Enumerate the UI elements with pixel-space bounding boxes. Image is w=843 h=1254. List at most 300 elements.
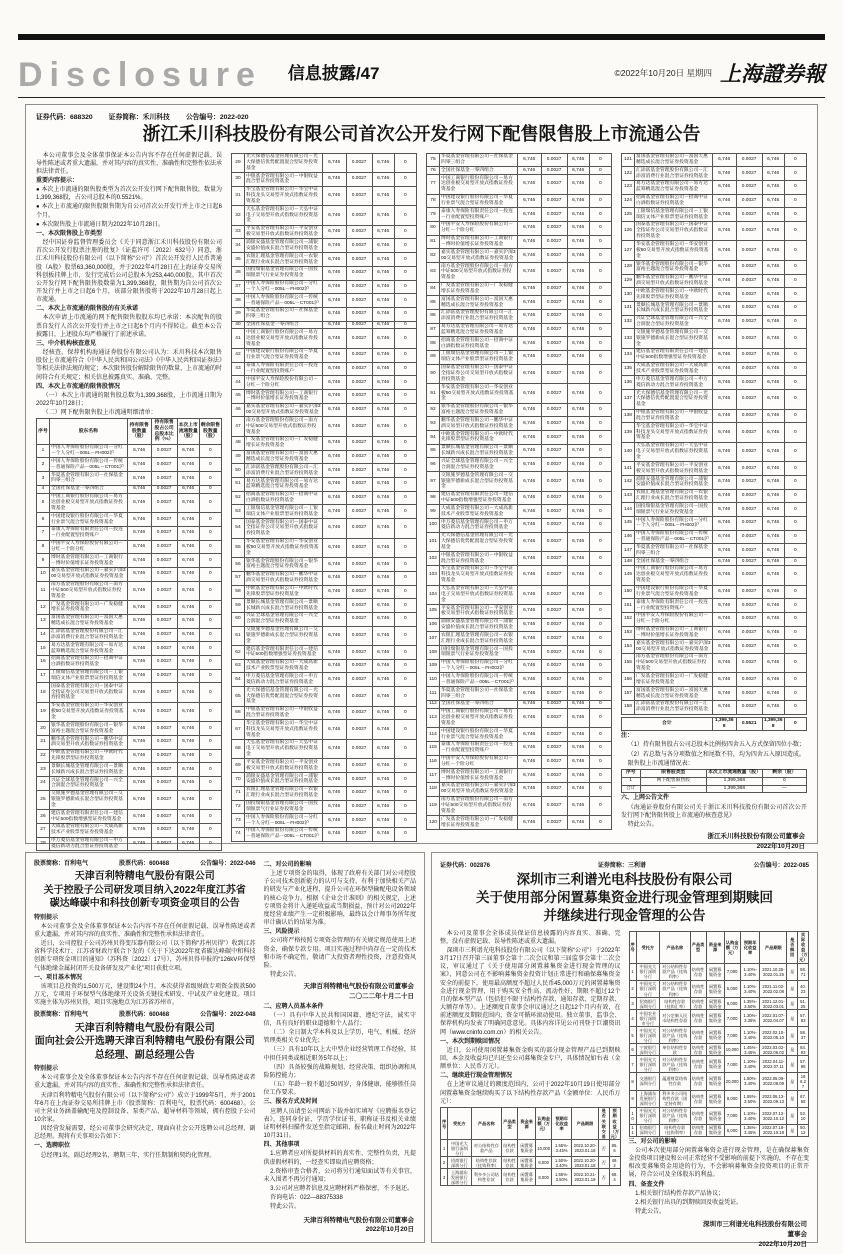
summary-table — [621, 769, 807, 794]
table-header-row: 序号 受托方 产品名称 产品类型 资金来源 认购金额（万元） 预期年化收益率 产品期限 是否赎回 实际收益（万元） — [630, 932, 808, 963]
shareholder-table-part-2 — [231, 152, 417, 840]
table-row: 6 宁波银行深圳分行 单位结构性存款 结构性存款 闲置募集资金 10,000 1.45%-3.45% 2022.03.02-2022.06.02 是 84.93 — [629, 1044, 809, 1056]
signature-company: 深圳市三利谱光电科技股份有限公司 — [703, 1221, 807, 1229]
table-row: 34 浦银安盛基金管理有限公司－浦银安盛价值成长混合型证券投资基金 6,746 0.0027 6,746 0 — [232, 239, 417, 253]
table-row: 18 国泰基金管理有限公司－国泰中证全指证券公司交易型开放式指数证券投资基金 6,746 0.0027 6,746 0 — [37, 683, 222, 703]
table-row: 25 交银施罗德基金管理有限公司－交银施罗德新成长混合型证券投资基金 6,746 0.0027 6,746 0 — [37, 790, 222, 810]
text-line: 公司本次使用部分闲置募集资金进行现金管理，是在确保募集资金投资项目建设和公司正常经营不受影响的前提下实施的，不存在变相改变募集资金用途的行为，不会影响募集资金投资项目的正常开展，符合公司及全体股东的利益。 — [628, 1147, 809, 1179]
redeemed-products-table — [629, 931, 810, 1137]
table-row: 131 景顺长城基金管理有限公司－景顺长城新兴成长混合型证券投资基金 6,746 0.0027 6,746 0 — [622, 302, 807, 316]
table-row: 122 汇添富基金管理股份有限公司－汇添富消费行业混合型证券投资基金 6,746 0.0027 6,746 0 — [622, 167, 807, 181]
table-row: 47 南方基金管理股份有限公司－南方中证500交易型开放式指数证券投资基金 6,746 0.0027 6,746 0 — [232, 417, 417, 437]
text-line: （二）全日制大学本科及以上学历，电气、机械、经济管理类相关专业优先； — [263, 1030, 416, 1045]
text-line: 二、本次上市流通的限售股的有关承诺 — [36, 306, 139, 313]
text-line: 1.应聘者应对所提供材料的真实性、完整性负责，凡提供虚假材料的，一经查实即取消应聘资格； — [263, 1151, 416, 1166]
table-row: 136 申万菱信基金管理有限公司－申万菱信新动力混合型证券投资基金 6,746 0.0027 6,746 0 — [622, 376, 807, 390]
table-row: 120 广发基金管理有限公司－广发稳健增长证券投资基金 6,746 0.0027 6,746 0 — [427, 816, 612, 830]
text-line: 证券简称：三利谱 — [597, 863, 646, 869]
table-row: 44 中国平安人寿保险股份有限公司－分红－个险分红 6,746 0.0027 6,746 0 — [232, 376, 417, 390]
table-row: 60 兴证全球基金管理有限公司－兴全合润混合型证券投资基金 6,746 0.0027 6,746 0 — [232, 612, 417, 626]
text-line: 本公司及董事会全体成员保证信息披露的内容真实、准确、完整，没有虚假记载、误导性陈述或重大遗漏。 — [440, 930, 621, 945]
text-line: 特别提示 — [34, 914, 59, 921]
table-header-row: 序号 股东名称 持有限售股数量（股） 持有限售股占公司总股本比例（%） 本次上市流通数量（股） 剩余限售股数量（股） — [38, 419, 220, 443]
table-row: 157 富国基金管理有限公司－富国天惠精选成长混合型证券投资基金 6,746 0.0027 6,746 0 — [622, 687, 807, 701]
data-table — [426, 153, 612, 830]
table-row: 63 大成基金管理有限公司－大成高新技术产业股票型证券投资基金 6,746 0.0027 6,746 0 — [232, 659, 417, 673]
table-row: 118 嘉实基金管理有限公司－嘉实沪深300交易型开放式指数证券投资基金 6,746 0.0027 6,746 0 — [427, 782, 612, 796]
table-row: 152 中国平安人寿保险股份有限公司－分红－个险分红 6,746 0.0027 6,746 0 — [622, 612, 807, 626]
data-table — [621, 153, 807, 715]
text-line: （2）若总数与各分项数值之和尾数不符，均为四舍五入原因造成。 — [627, 751, 805, 758]
signature-block — [621, 832, 805, 852]
table-row: 56 银华基金管理股份有限公司－银华富裕主题混合型证券投资基金 6,746 0.0027 6,746 0 — [232, 558, 417, 572]
text-line: 近日，公司使用闲置募集资金购买的部分现金管理产品已到期赎回，本金及收益均已归还至公司募集资金专户，具体情况如右表（金额单位：人民币万元）。 — [440, 1047, 621, 1071]
table-row: 96 兴证全球基金管理有限公司－兴全合润混合型证券投资基金 6,746 0.0027 6,746 0 — [427, 458, 612, 472]
text-line: 特别提示 — [34, 1066, 59, 1073]
table-row: 51 易方达基金管理有限公司－易方达蓝筹精选混合型证券投资基金 6,746 0.0027 6,746 0 — [232, 478, 417, 492]
table-row: 144 国投瑞银基金管理有限公司－国投瑞银景气行业证券投资基金 6,746 0.0027 6,746 0 — [622, 503, 807, 517]
table-row: 103 华宝基金管理有限公司－华宝中证科技龙头交易型开放式指数证券投资基金 6,746 0.0027 6,746 0 — [427, 565, 612, 585]
data-table — [629, 931, 810, 1137]
masthead-brand: Disclosure — [18, 56, 262, 94]
table-row: 64 申万菱信基金管理有限公司－申万菱信新动力混合型证券投资基金 6,746 0.0027 6,746 0 — [232, 673, 417, 687]
announcement-body — [440, 930, 621, 1106]
total-row-table — [621, 717, 807, 732]
announcement-body — [34, 1065, 256, 1160]
table-row: 57 鹏华基金管理有限公司－鹏华中证酒交易型开放式指数证券投资基金 6,746 0.0027 6,746 0 — [232, 571, 417, 585]
data-table — [621, 769, 807, 794]
table-row: 101 光大保德信基金管理有限公司－光大保德信优势配置混合型证券投资基金 6,746 0.0027 6,746 0 — [427, 532, 612, 552]
text-line: 四、本次上市流通的限售股情况 — [36, 383, 121, 390]
table-row: 5 中国工商银行股份有限公司－易方达创业板交易型开放式指数证券投资基金 6,746 0.0027 6,746 0 — [37, 493, 222, 513]
text-line: 并继续进行现金管理的公告 — [543, 908, 706, 924]
table-row: 2 中国光大银行深圳分行 对公结构性存款产品（挂钩利率） 结构性存款 闲置募集资金 5,000 1.10%-3.40% 2021.11.02-2022.02.08 是 40.23 — [629, 980, 809, 997]
text-line: （三）具有10年以上大中型企业经营管理工作经验，其中担任同类或相近职务5年以上； — [263, 1047, 416, 1062]
table-row: 1 网下配售限售股 1,399,368 0 — [622, 777, 807, 785]
closing-lines — [621, 794, 807, 829]
announcement-body — [34, 914, 256, 1008]
signature-date: 2022年10月20日 — [365, 1226, 414, 1234]
table-header-row: 序号 限售股类型 本次上市流通数量（股） 剩余（股） — [622, 769, 807, 777]
text-line: 三、中介机构核查意见 — [36, 340, 97, 347]
text-line: 一、本次到期赎回情况 — [440, 1038, 501, 1045]
table-row: 108 国投瑞银基金管理有限公司－国投瑞银景气行业证券投资基金 6,746 0.0027 6,746 0 — [427, 646, 612, 660]
text-line: 总经理、副总经理公告 — [94, 1049, 195, 1061]
right-column-flow — [629, 930, 810, 1218]
table-row: 100 申万菱信基金管理有限公司－申万菱信新动力混合型证券投资基金 6,746 0.0027 6,746 0 — [427, 519, 612, 533]
table-row: 31 华宝基金管理有限公司－华宝中证科技龙头交易型开放式指数证券投资基金 6,746 0.0027 6,746 0 — [232, 186, 417, 206]
masthead-date: ©2022年10月20日 星期四 — [614, 68, 712, 78]
table-row: 24 兴证全球基金管理有限公司－兴全合润混合型证券投资基金 6,746 0.0027 6,746 0 — [37, 777, 222, 791]
text-line: 公告编号：2022-046 — [200, 861, 256, 867]
text-line: 注： — [621, 733, 634, 740]
table-row: 97 交银施罗德基金管理有限公司－交银施罗德新成长混合型证券投资基金 6,746 0.0027 6,746 0 — [427, 472, 612, 492]
text-line: ● 本次上市流通的限售股限售期为自公司首次公开发行并上市之日起6个月。 — [36, 204, 222, 219]
table-row: 33 平安基金管理有限公司－平安创业板交易型开放式指数证券投资基金 6,746 0.0027 6,746 0 — [232, 225, 417, 239]
right-column-flow — [264, 860, 416, 1213]
text-line: 本次申请上市流通的网下配售限售股股东均已承诺：本次配售的股票自发行人首次公开发行并上市之日起6个月内不得转让。截至本公告披露日，上述股东均严格履行了前述承诺。 — [36, 315, 222, 338]
text-line: 特此公告。 — [270, 1204, 301, 1211]
text-line: 三、报名方式及时间 — [263, 1099, 318, 1106]
table-row: 93 鹏华基金管理有限公司－鹏华中证酒交易型开放式指数证券投资基金 6,746 0.0027 6,746 0 — [427, 417, 612, 431]
table-row: 72 国投瑞银基金管理有限公司－国投瑞银景气行业证券投资基金 6,746 0.0027 6,746 0 — [232, 800, 417, 814]
table-row: 113 中国工商银行股份有限公司－易方达创业板交易型开放式指数证券投资基金 6,746 0.0027 6,746 0 — [427, 708, 612, 728]
text-line: 关于使用部分闲置募集资金进行现金管理到期赎回 — [476, 890, 773, 906]
table-row: 3 华夏基金管理有限公司－社保基金四零三组合 6,746 0.0027 6,746 0 — [37, 472, 222, 486]
table-row: 110 中国人寿保险股份有限公司－传统－普通保险产品－005L－CT001沪 6,746 0.0027 6,746 0 — [427, 673, 612, 687]
table-row: 9 博时基金管理有限公司－工商银行－博时价值增长证券投资基金 6,746 0.0027 6,746 0 — [37, 554, 222, 568]
table-row: 42 中国建设银行股份有限公司－华夏行业景气混合型证券投资基金 6,746 0.0027 6,746 0 — [232, 348, 417, 362]
table-row: 15 易方达基金管理有限公司－易方达蓝筹精选混合型证券投资基金 6,746 0.0027 6,746 0 — [37, 642, 222, 656]
table-row: 130 中欧基金管理有限公司－中欧时代先锋股票型证券投资基金 6,746 0.0027 6,746 0 — [622, 288, 807, 302]
announcement-body — [264, 861, 416, 979]
table-row: 55 华安基金管理有限公司－华安创业板50交易型开放式指数证券投资基金 6,746 0.0027 6,746 0 — [232, 538, 417, 558]
table-header-row: 序号 受托方 产品名称 产品类型 资金来源 认购金额（万元） 预期年化收益率 产品期限 是否关联交易 预期收益（万元） — [442, 1108, 620, 1139]
text-line: 限售股上市流通情况表： — [627, 760, 694, 767]
text-line: 四、其他事项 — [263, 1142, 300, 1149]
table-row: 8 中国平安人寿保险股份有限公司－分红－个险分红 6,746 0.0027 6,746 0 — [37, 540, 222, 554]
text-line: 证券代码：002876 — [440, 863, 491, 869]
table-row: 80 中国平安人寿保险股份有限公司－分红－个险分红 6,746 0.0027 6,746 0 — [427, 221, 612, 235]
table-row: 98 建信基金管理有限责任公司－建信中证500指数增强型证券投资基金 6,746 0.0027 6,746 0 — [427, 491, 612, 505]
table-row: 43 泰康人寿保险有限责任公司－投连－行业配置型投资账户 6,746 0.0027 6,746 0 — [232, 362, 417, 376]
table-row: 137 光大保德信基金管理有限公司－光大保德信优势配置混合型证券投资基金 6,746 0.0027 6,746 0 — [622, 390, 807, 410]
table-row: 69 平安基金管理有限公司－平安创业板交易型开放式指数证券投资基金 6,746 0.0027 6,746 0 — [232, 759, 417, 773]
text-line: 咨询电话：022—88375338 — [270, 1195, 343, 1202]
table-row: 75 华夏基金管理有限公司－社保基金四零三组合 6,746 0.0027 6,746 0 — [427, 153, 612, 167]
right-column — [264, 860, 416, 1235]
table-row: 85 富国基金管理有限公司－富国天惠精选成长混合型证券投资基金 6,746 0.0027 6,746 0 — [427, 296, 612, 310]
text-line: 六、上网公告文件 — [621, 795, 670, 802]
table-row: 156 广发基金管理有限公司－广发稳健增长证券投资基金 6,746 0.0027 6,746 0 — [622, 673, 807, 687]
table-row: 40 全国社保基金一零四组合 6,746 0.0027 6,746 0 — [232, 321, 417, 329]
shareholder-table-part-1 — [36, 418, 222, 851]
text-line: 四、备查文件 — [628, 1181, 665, 1188]
table-row: 45 博时基金管理有限公司－工商银行－博时价值增长证券投资基金 6,746 0.0027 6,746 0 — [232, 390, 417, 404]
securities-meta — [36, 111, 807, 121]
securities-meta — [34, 1011, 256, 1019]
table-row: 30 中银基金管理有限公司－中银收益混合型证券投资基金 6,746 0.0027 6,746 0 — [232, 173, 417, 187]
table-row: 8 交通银行深圳分行 蕴通财富结构性存款 结构性存款 闲置募集资金 20,000 1.50%-3.40% 2022.05.09-2022.08.09 是 166.27 — [629, 1073, 809, 1090]
table-row: 71 农银汇理基金管理有限公司－农银汇理行业成长混合型证券投资基金 6,746 0.0027 6,746 0 — [232, 786, 417, 800]
table-row: 6 中国建设银行股份有限公司－华夏行业景气混合型证券投资基金 6,746 0.0027 6,746 0 — [37, 513, 222, 527]
table-row: 86 汇添富基金管理股份有限公司－汇添富消费行业混合型证券投资基金 6,746 0.0027 6,746 0 — [427, 309, 612, 323]
text-line: 一、选聘职位 — [34, 1143, 71, 1150]
table-row: 22 中欧基金管理有限公司－中欧时代先锋股票型证券投资基金 6,746 0.0027 6,746 0 — [37, 749, 222, 763]
table-row: 9 上海浦东发展银行深圳分行 利多多公司结构性存款（固定持有期） 结构性存款 闲置募集资金 8,000 1.55%-3.50% 2022.06.13-2022.09.13 是 67.58 — [629, 1090, 809, 1107]
table-row: 59 景顺长城基金管理有限公司－景顺长城新兴成长混合型证券投资基金 6,746 0.0027 6,746 0 — [232, 599, 417, 613]
table-row: 50 汇添富基金管理股份有限公司－汇添富消费行业混合型证券投资基金 6,746 0.0027 6,746 0 — [232, 464, 417, 478]
signature-company: 天津百利特精电气股份有限公司董事会 — [303, 1216, 414, 1224]
text-line: 3.公司对应聘者信息及应聘材料严格保密，不予退还。 — [270, 1185, 414, 1192]
announcement-title: 浙江禾川科技股份有限公司首次公开发行网下配售限售股上市流通公告 — [142, 124, 701, 144]
table-row: 36 国投瑞银基金管理有限公司－国投瑞银景气行业证券投资基金 6,746 0.0027 6,746 0 — [232, 266, 417, 280]
table-row: 76 全国社保基金一零四组合 6,746 0.0027 6,746 0 — [427, 167, 612, 175]
signature-company: 浙江禾川科技股份有限公司董事会 — [707, 833, 805, 840]
text-line: 股票代码：600468 — [119, 1012, 170, 1019]
table-row: 116 中国平安人寿保险股份有限公司－分红－个险分红 6,746 0.0027 6,746 0 — [427, 755, 612, 769]
text-line: 总经理1名，副总经理2名，聘期三年，实行任期制和契约化管理。 — [40, 1152, 216, 1159]
table-row: 合计 — 1,399,368 — — [622, 785, 807, 793]
text-line: 特此公告。 — [635, 1209, 666, 1216]
table-row: 32 天弘基金管理有限公司－天弘中证电子交易型开放式指数证券投资基金 6,746 0.0027 6,746 0 — [232, 206, 417, 226]
table-row: 77 中国工商银行股份有限公司－易方达创业板交易型开放式指数证券投资基金 6,746 0.0027 6,746 0 — [427, 175, 612, 195]
table-row: 68 天弘基金管理有限公司－天弘中证电子交易型开放式指数证券投资基金 6,746 0.0027 6,746 0 — [232, 739, 417, 759]
table-row: 127 华安基金管理有限公司－华安创业板50交易型开放式指数证券投资基金 6,746 0.0027 6,746 0 — [622, 241, 807, 261]
table-row: 13 富国基金管理有限公司－富国天惠精选成长混合型证券投资基金 6,746 0.0027 6,746 0 — [37, 614, 222, 628]
masthead-paper-name: 上海證券報 — [720, 61, 825, 86]
text-line: 公司将严格按照专项资金管理的有关规定规范使用上述资金，确保专款专用。项目实施过程中尚存在一定的技术和市场不确定性，敬请广大投资者理性投资，注意投资风险。 — [263, 938, 416, 969]
table-row: 66 中银基金管理有限公司－中银收益混合型证券投资基金 6,746 0.0027 6,746 0 — [232, 706, 417, 720]
table-row: 73 中国人寿保险股份有限公司－分红－个人分红－005L－FH002沪 6,746 0.0027 6,746 0 — [232, 814, 417, 828]
table-row: 141 平安基金管理有限公司－平安创业板交易型开放式指数证券投资基金 6,746 0.0027 6,746 0 — [622, 462, 807, 476]
text-line: 天津百利特精电气股份有限公司（以下简称“公司”）成立于1999年5月，并于2001年6月在上海证券交易所挂牌上市（股票简称：百利电气，股票代码：600468）。公司主营业务涵盖输配电及控制设备、泵类产品、超导材料等领域，拥有控股子公司10余家。 — [34, 1092, 256, 1123]
column-4 — [621, 152, 807, 850]
table-row: 39 华夏基金管理有限公司－社保基金四零三组合 6,746 0.0027 6,746 0 — [232, 307, 417, 321]
announcement-columns — [36, 152, 807, 850]
text-line: 公告编号：2022-085 — [753, 863, 809, 869]
securities-meta — [34, 860, 256, 868]
text-line: 经中国证券监督管理委员会《关于同意浙江禾川科技股份有限公司首次公开发行股票注册的批复》（证监许可〔2022〕632号）同意，浙江禾川科技股份有限公司（以下简称“公司”）首次公开发行人民币普通股（A股）股票63,360,000股，并于2022年4月28日在上海证券交易所科创板挂牌上市，发行完成后公司总股本为253,440,000股。其中首次公开发行网下配售限售股数量为1,399,368股，限售期为自公司首次公开发行并上市之日起6个月，该部分限售股将于2022年10月28日起上市流通。 — [36, 240, 222, 304]
signature-date: 2022年10月20日 — [756, 842, 805, 850]
table-row: 83 南方基金管理股份有限公司－南方中证500交易型开放式指数证券投资基金 6,746 0.0027 6,746 0 — [427, 263, 612, 283]
table-row: 28 申万菱信基金管理有限公司－申万菱信新动力混合型证券投资基金 6,746 0.0027 6,746 0 — [37, 837, 222, 851]
table-row: 94 中欧基金管理有限公司－中欧时代先锋股票型证券投资基金 6,746 0.0027 6,746 0 — [427, 431, 612, 445]
table-row: 138 中银基金管理有限公司－中银收益混合型证券投资基金 6,746 0.0027 6,746 0 — [622, 409, 807, 423]
announcement-hechuan — [25, 104, 818, 850]
table-row: 16 招商基金管理有限公司－招商中证白酒指数证券投资基金 6,746 0.0027 6,746 0 — [37, 655, 222, 669]
text-line: 天津百利特精电气股份有限公司 — [74, 1022, 215, 1034]
table-row: 79 泰康人寿保险有限责任公司－投连－行业配置型投资账户 6,746 0.0027 6,746 0 — [427, 208, 612, 222]
text-line: 三、对公司的影响 — [628, 1138, 677, 1145]
table-row: 104 天弘基金管理有限公司－天弘中证电子交易型开放式指数证券投资基金 6,746 0.0027 6,746 0 — [427, 585, 612, 605]
announcement-title — [440, 871, 809, 926]
table-row: 87 易方达基金管理有限公司－易方达蓝筹精选混合型证券投资基金 6,746 0.0027 6,746 0 — [427, 323, 612, 337]
text-line: 本公司董事会及全体董事保证本公告内容不存在任何虚假记载、误导性陈述或者重大遗漏，并对其内容的真实性、准确性和完整性依法承担法律责任。 — [36, 152, 223, 175]
table-row: 149 中国工商银行股份有限公司－易方达创业板交易型开放式指数证券投资基金 6,746 0.0027 6,746 0 — [622, 565, 807, 585]
text-line: 2.相关银行出具的到期赎回及收益凭证。 — [635, 1199, 743, 1206]
table-row: 119 南方基金管理股份有限公司－南方中证500交易型开放式指数证券投资基金 6,746 0.0027 6,746 0 — [427, 796, 612, 816]
text-line: 股票简称：百利电气 — [34, 1012, 89, 1019]
table-row: 153 博时基金管理有限公司－工商银行－博时价值增长证券投资基金 6,746 0.0027 6,746 0 — [622, 626, 807, 640]
table-row: 52 招商基金管理有限公司－招商中证白酒指数证券投资基金 6,746 0.0027 6,746 0 — [232, 491, 417, 505]
table-row: 84 广发基金管理有限公司－广发稳健增长证券投资基金 6,746 0.0027 6,746 0 — [427, 282, 612, 296]
table-row: 29 光大保德信基金管理有限公司－光大保德信优势配置混合型证券投资基金 6,746 0.0027 6,746 0 — [232, 153, 417, 173]
table-notes — [621, 732, 807, 768]
text-line: 特此公告。 — [270, 972, 301, 979]
text-line: 应聘人员请至公司网站下载并如实填写《应聘报名登记表》，连同身份证、学历学位证书、职称证书及相关业绩证明材料扫描件发送至指定邮箱，报名截止时间为2022年10月31日。 — [263, 1108, 416, 1140]
table-row: 17 工银瑞信基金管理有限公司－工银瑞信文体产业股票型证券投资基金 6,746 0.0027 6,746 0 — [37, 669, 222, 683]
signature-block — [264, 982, 414, 1002]
table-row: 54 国泰基金管理有限公司－国泰中证全指证券公司交易型开放式指数证券投资基金 6,746 0.0027 6,746 0 — [232, 519, 417, 539]
top-rule — [18, 34, 825, 40]
column-4-tail — [621, 716, 807, 852]
table-row: 27 大成基金管理有限公司－大成高新技术产业股票型证券投资基金 6,746 0.0027 6,746 0 — [37, 823, 222, 837]
table-row: 37 中国人寿保险股份有限公司－分红－个人分红－005L－FH002沪 6,746 0.0027 6,746 0 — [232, 280, 417, 294]
text-line: 深圳市三利谱光电科技股份有限公司 — [516, 872, 733, 887]
right-column — [628, 930, 810, 1248]
table-row: 67 华宝基金管理有限公司－华宝中证科技龙头交易型开放式指数证券投资基金 6,746 0.0027 6,746 0 — [232, 720, 417, 740]
table-row: 12 广发基金管理有限公司－广发稳健增长证券投资基金 6,746 0.0027 6,746 0 — [37, 601, 222, 615]
table-row: 74 中国人寿保险股份有限公司－传统－普通保险产品－005L－CT001沪 6,746 0.0027 6,746 0 — [232, 827, 417, 841]
table-row: 48 广发基金管理有限公司－广发稳健增长证券投资基金 6,746 0.0027 6,746 0 — [232, 436, 417, 450]
table-row: 7 泰康人寿保险有限责任公司－投连－行业配置型投资账户 6,746 0.0027 6,746 0 — [37, 526, 222, 540]
announcement-benefo — [25, 852, 425, 1243]
table-row: 126 国泰基金管理有限公司－国泰中证全指证券公司交易型开放式指数证券投资基金 6,746 0.0027 6,746 0 — [622, 221, 807, 241]
table-row: 129 鹏华基金管理有限公司－鹏华中证酒交易型开放式指数证券投资基金 6,746 0.0027 6,746 0 — [622, 274, 807, 288]
table-row: 91 华安基金管理有限公司－华安创业板50交易型开放式指数证券投资基金 6,746 0.0027 6,746 0 — [427, 384, 612, 404]
table-row: 117 博时基金管理有限公司－工商银行－博时价值增长证券投资基金 6,746 0.0027 6,746 0 — [427, 769, 612, 783]
table-row: 2 招商银行深圳分行 结构性存款（挂钩利率） 结构性存款 闲置募集资金 6,000 1.50%-3.40% 2022.10.20-2023.01.18 否 49.2 — [441, 1157, 621, 1169]
text-line: 1.相关银行结构性存款产品协议； — [635, 1190, 725, 1197]
signature-date: 二〇二二年十月二十日 — [349, 992, 414, 1000]
table-row: 21 鹏华基金管理有限公司－鹏华中证酒交易型开放式指数证券投资基金 6,746 0.0027 6,746 0 — [37, 736, 222, 750]
text-line: （五）年龄一般不超过50周岁，身体健康，能够胜任岗位工作要求。 — [263, 1082, 416, 1097]
announcement-sanlipu — [431, 852, 818, 1248]
table-row: 46 嘉实基金管理有限公司－嘉实沪深300交易型开放式指数证券投资基金 6,746 0.0027 6,746 0 — [232, 403, 417, 417]
text-line: 二、应聘人员基本条件 — [263, 1003, 324, 1010]
table-row: 4 中国农业银行深圳市分行 对公定制人民币结构性存款 结构性存款 闲置募集资金 7,000 1.30%-3.35% 2022.01.07-2022.04.07 是 57.83 — [629, 1010, 809, 1027]
table-row: 124 招商基金管理有限公司－招商中证白酒指数证券投资基金 6,746 0.0027 6,746 0 — [622, 194, 807, 208]
text-line: 公告编号：2022-020 — [185, 114, 249, 121]
masthead-divider — [18, 97, 825, 98]
table-row: 3 上海浦东发展银行深圳分行 利多多公司结构性存款 结构性存款 闲置募集资金 8,000 1.55%-3.50% 2022.10.21-2023.01.19 否 68.4 — [441, 1169, 621, 1186]
table-row: 140 天弘基金管理有限公司－天弘中证电子交易型开放式指数证券投资基金 6,746 0.0027 6,746 0 — [622, 442, 807, 462]
text-line: （一）具有中华人民共和国国籍，遵纪守法，诚实守信，具有良好的职业道德和个人品行； — [263, 1012, 416, 1027]
table-row: 132 兴证全球基金管理有限公司－兴全合润混合型证券投资基金 6,746 0.0027 6,746 0 — [622, 315, 807, 329]
table-row: 102 中银基金管理有限公司－中银收益混合型证券投资基金 6,746 0.0027 6,746 0 — [427, 552, 612, 566]
table-row: 10 嘉实基金管理有限公司－嘉实沪深300交易型开放式指数证券投资基金 6,746 0.0027 6,746 0 — [37, 567, 222, 581]
table-row: 81 博时基金管理有限公司－工商银行－博时价值增长证券投资基金 6,746 0.0027 6,746 0 — [427, 235, 612, 249]
table-row: 38 中国人寿保险股份有限公司－传统－普通保险产品－005L－CT001沪 6,746 0.0027 6,746 0 — [232, 294, 417, 308]
shareholder-table-part-3 — [426, 152, 612, 840]
text-line: 天津百利特精电气股份有限公司 — [74, 871, 215, 883]
table-row: 26 建信基金管理有限责任公司－建信中证500指数增强型证券投资基金 6,746 0.0027 6,746 0 — [37, 810, 222, 824]
table-row: 3 招商银行深圳分行 结构性存款（挂钩汇率） 结构性存款 闲置募集资金 6,000 1.35%-3.50% 2021.12.01-2022.03.01 是 51.25 — [629, 998, 809, 1010]
text-line: 《海通证券股份有限公司关于浙江禾川科技股份有限公司首次公开发行网下配售限售股上市流通的核查意见》 — [621, 804, 807, 819]
text-line: 一、项目基本情况 — [34, 974, 83, 981]
table-row: 14 汇添富基金管理股份有限公司－汇添富消费行业混合型证券投资基金 6,746 0.0027 6,746 0 — [37, 628, 222, 642]
left-column — [440, 930, 621, 1228]
table-row: 145 中国人寿保险股份有限公司－分红－个人分红－005L－FH002沪 6,746 0.0027 6,746 0 — [622, 517, 807, 531]
table-row: 11 招商银行深圳分行 结构性存款（挂钩利率） 结构性存款 闲置募集资金 6,000 1.35%-3.45% 2022.07.18-2022.10.18 是 50.12 — [629, 1124, 809, 1136]
table-row: 2 中国人寿保险股份有限公司－传统－普通保险产品－005L－CT001沪 6,746 0.0027 6,746 0 — [37, 458, 222, 472]
announcement-body — [629, 1138, 810, 1216]
new-cash-management-table — [440, 1107, 621, 1186]
text-line: 经核查，保荐机构海通证券股份有限公司认为：禾川科技本次限售股份上市流通符合《中华人民共和国公司法》《中华人民共和国证券法》等相关法律法规的规定；本次限售股份解除限售的数量、上市流通的时间符合有关规定；相关信息披露真实、准确、完整。 — [36, 350, 223, 381]
table-row: 154 嘉实基金管理有限公司－嘉实沪深300交易型开放式指数证券投资基金 6,746 0.0027 6,746 0 — [622, 640, 807, 654]
text-line: 公告编号：2022-048 — [200, 1012, 256, 1019]
table-row: 4 全国社保基金一零四组合 6,746 0.0027 6,746 0 — [37, 485, 222, 493]
announcement-body — [264, 1003, 416, 1212]
table-row: 41 中国工商银行股份有限公司－易方达创业板交易型开放式指数证券投资基金 6,746 0.0027 6,746 0 — [232, 329, 417, 349]
text-line: 股票简称：百利电气 — [34, 861, 89, 867]
table-row: 5 中国光大银行深圳分行 对公结构性存款产品（挂钩利率） 结构性存款 闲置募集资金 7,000 1.10%-3.40% 2022.02.10-2022.05.10 是 58.37 — [629, 1027, 809, 1044]
text-line: 特此公告。 — [627, 821, 658, 828]
table-row: 99 大成基金管理有限公司－大成高新技术产业股票型证券投资基金 6,746 0.0027 6,746 0 — [427, 505, 612, 519]
table-row: 155 南方基金管理股份有限公司－南方中证500交易型开放式指数证券投资基金 6,746 0.0027 6,746 0 — [622, 653, 807, 673]
text-line: 重要内容提示： — [36, 177, 79, 184]
text-line: ● 本次上市流通的限售股类型为首次公开发行网下配售限售股，数量为1,399,368股，占公司总股本的0.5521%。 — [36, 187, 222, 202]
table-row: 128 银华基金管理股份有限公司－银华富裕主题混合型证券投资基金 6,746 0.0027 6,746 0 — [622, 261, 807, 275]
text-line: 2.资格审查合格者，公司将另行通知面试等有关事宜，未入围者不再另行通知； — [263, 1168, 416, 1183]
masthead-section-label: 信息披露/47 — [287, 63, 380, 83]
table-row: 70 浦银安盛基金管理有限公司－浦银安盛价值成长混合型证券投资基金 6,746 0.0027 6,746 0 — [232, 773, 417, 787]
table-row: 10 中国光大银行深圳分行 对公结构性存款产品（挂钩利率） 结构性存款 闲置募集资金 7,000 1.10%-3.40% 2022.07.12-2022.10.12 是 53.10 — [629, 1107, 809, 1124]
announcement-body — [36, 152, 222, 418]
table-row: 1 中国人寿保险股份有限公司－分红－个人分红－005L－FH002沪 6,746 0.0027 6,746 0 — [37, 444, 222, 458]
table-row: 49 富国基金管理有限公司－富国天惠精选成长混合型证券投资基金 6,746 0.0027 6,746 0 — [232, 450, 417, 464]
table-row: 1 中国光大银行深圳分行 对公结构性存款产品（挂钩利率） 结构性存款 闲置募集资金 7,000 1.10%-3.40% 2021.10.25-2022.01.25 是 58.71 — [629, 963, 809, 980]
table-row: 111 华夏基金管理有限公司－社保基金四零三组合 6,746 0.0027 6,746 0 — [427, 687, 612, 701]
masthead-right — [615, 58, 825, 92]
announcement-title — [34, 870, 256, 911]
table-row: 78 中国建设银行股份有限公司－华夏行业景气混合型证券投资基金 6,746 0.0027 6,746 0 — [427, 194, 612, 208]
table-row: 109 中国人寿保险股份有限公司－分红－个人分红－005L－FH002沪 6,746 0.0027 6,746 0 — [427, 659, 612, 673]
text-line: 在上述审议通过的额度范围内，公司于2022年10月19日使用部分闲置募集资金继续购买了以下结构性存款产品（金额单位：人民币万元）： — [440, 1082, 621, 1105]
data-table — [36, 418, 222, 851]
text-line: 碳达峰碳中和科技创新专项资金项目的公告 — [49, 898, 240, 910]
text-line: 三、风险提示 — [263, 929, 300, 936]
table-row: 23 景顺长城基金管理有限公司－景顺长城新兴成长混合型证券投资基金 6,746 0.0027 6,746 0 — [37, 763, 222, 777]
table-row: 65 光大保德信基金管理有限公司－光大保德信优势配置混合型证券投资基金 6,746 0.0027 6,746 0 — [232, 687, 417, 707]
table-row: 106 浦银安盛基金管理有限公司－浦银安盛价值成长混合型证券投资基金 6,746 0.0027 6,746 0 — [427, 618, 612, 632]
column-1 — [36, 152, 223, 849]
table-row: 95 景顺长城基金管理有限公司－景顺长城新兴成长混合型证券投资基金 6,746 0.0027 6,746 0 — [427, 444, 612, 458]
table-row: 7 中国光大银行深圳分行 对公结构性存款产品（挂钩利率） 结构性存款 闲置募集资金 7,000 1.10%-3.40% 2022.04.11-2022.07.11 是 57.95 — [629, 1056, 809, 1073]
table-row: 125 工银瑞信基金管理有限公司－工银瑞信文体产业股票型证券投资基金 6,746 0.0027 6,746 0 — [622, 208, 807, 222]
text-line: 一、本次限售股上市类型 — [36, 230, 103, 237]
data-table — [440, 1107, 621, 1186]
table-row: 148 全国社保基金一零四组合 6,746 0.0027 6,746 0 — [622, 558, 807, 566]
table-row: 1 中国光大银行深圳分行 对公结构性存款产品 结构性存款 闲置募集资金 10,000 1.55%-3.45% 2022.10.20-2023.01.18 否 85.6 — [441, 1140, 621, 1157]
text-line: 面向社会公开选聘天津百利特精电气股份有限公司 — [34, 1036, 255, 1048]
table-row: 82 嘉实基金管理有限公司－嘉实沪深300交易型开放式指数证券投资基金 6,746 0.0027 6,746 0 — [427, 249, 612, 263]
text-line: ● 本次限售股上市流通日期为2022年10月28日。 — [36, 221, 164, 228]
table-row: 61 交银施罗德基金管理有限公司－交银施罗德新成长混合型证券投资基金 6,746 0.0027 6,746 0 — [232, 626, 417, 646]
text-line: 二、对公司的影响 — [263, 862, 312, 868]
table-row: 88 招商基金管理有限公司－招商中证白酒指数证券投资基金 6,746 0.0027 6,746 0 — [427, 337, 612, 351]
table-row: 114 中国建设银行股份有限公司－华夏行业景气混合型证券投资基金 6,746 0.0027 6,746 0 — [427, 728, 612, 742]
table-row: 143 农银汇理基金管理有限公司－农银汇理行业成长混合型证券投资基金 6,746 0.0027 6,746 0 — [622, 489, 807, 503]
shareholder-table-part-4 — [621, 152, 807, 716]
table-row: 123 易方达基金管理有限公司－易方达蓝筹精选混合型证券投资基金 6,746 0.0027 6,746 0 — [622, 180, 807, 194]
table-row: 112 全国社保基金一零四组合 6,746 0.0027 6,746 0 — [427, 700, 612, 708]
text-line: 证券代码：688320 — [36, 114, 93, 121]
table-row: 121 富国基金管理有限公司－富国天惠精选成长混合型证券投资基金 6,746 0.0027 6,746 0 — [622, 153, 807, 167]
table-row: 19 华安基金管理有限公司－华安创业板50交易型开放式指数证券投资基金 6,746 0.0027 6,746 0 — [37, 702, 222, 722]
table-row: 150 中国建设银行股份有限公司－华夏行业景气混合型证券投资基金 6,746 0.0027 6,746 0 — [622, 585, 807, 599]
table-row: 20 银华基金管理股份有限公司－银华富裕主题混合型证券投资基金 6,746 0.0027 6,746 0 — [37, 722, 222, 736]
table-row: 134 建信基金管理有限责任公司－建信中证500指数增强型证券投资基金 6,746 0.0027 6,746 0 — [622, 348, 807, 362]
table-row: 158 汇添富基金管理股份有限公司－汇添富消费行业混合型证券投资基金 6,746 0.0027 6,746 0 — [622, 700, 807, 714]
signature-board: 董事会 — [787, 1230, 807, 1238]
text-line: （四）具备较强的战略规划、经营决策、组织协调和风险防控能力； — [263, 1064, 416, 1079]
table-row: 139 华宝基金管理有限公司－华宝中证科技龙头交易型开放式指数证券投资基金 6,746 0.0027 6,746 0 — [622, 423, 807, 443]
table-row: 89 工银瑞信基金管理有限公司－工银瑞信文体产业股票型证券投资基金 6,746 0.0027 6,746 0 — [427, 350, 612, 364]
text-line: （1）持有限售股占公司总股本比例按四舍五入方式保留四位小数； — [627, 742, 805, 749]
table-row: 135 大成基金管理有限公司－大成高新技术产业股票型证券投资基金 6,746 0.0027 6,746 0 — [622, 362, 807, 376]
text-line: 本公司董事会及全体董事保证本公告内容不存在任何虚假记载、误导性陈述或者重大遗漏，并对其内容的真实性、准确性和完整性承担法律责任。 — [34, 1075, 256, 1090]
table-row: 146 中国人寿保险股份有限公司－传统－普通保险产品－005L－CT001沪 6,746 0.0027 6,746 0 — [622, 530, 807, 544]
text-line: 深圳市三利谱光电科技股份有限公司（以下简称“公司”）于2022年3月17日召开第三届董事会第十二次会议和第三届监事会第十二次会议，审议通过了《关于使用部分闲置募集资金进行现金管理的议案》，同意公司在不影响募集资金投资计划正常进行和确保募集资金安全的前提下，使用最高额度不超过人民币45,000万元的闲置募集资金进行现金管理，用于购买安全性高、流动性好、期限不超过12个月的保本型产品（包括但不限于结构性存款、通知存款、定期存款、大额存单等）。上述额度自董事会审议通过之日起12个月内有效，在前述额度及期限范围内，资金可循环滚动使用。独立董事、监事会、保荐机构均发表了明确同意意见。具体内容详见公司刊登于巨潮资讯网（www.cninfo.com.cn）的相关公告。 — [440, 947, 621, 1036]
table-row: 107 农银汇理基金管理有限公司－农银汇理行业成长混合型证券投资基金 6,746 0.0027 6,746 0 — [427, 632, 612, 646]
table-row: 151 泰康人寿保险有限责任公司－投连－行业配置型投资账户 6,746 0.0027 6,746 0 — [622, 599, 807, 613]
text-line: 二、继续进行现金管理情况 — [440, 1073, 513, 1080]
data-table — [231, 153, 417, 842]
announcement-title — [34, 1022, 256, 1063]
signature-block — [629, 1220, 808, 1249]
